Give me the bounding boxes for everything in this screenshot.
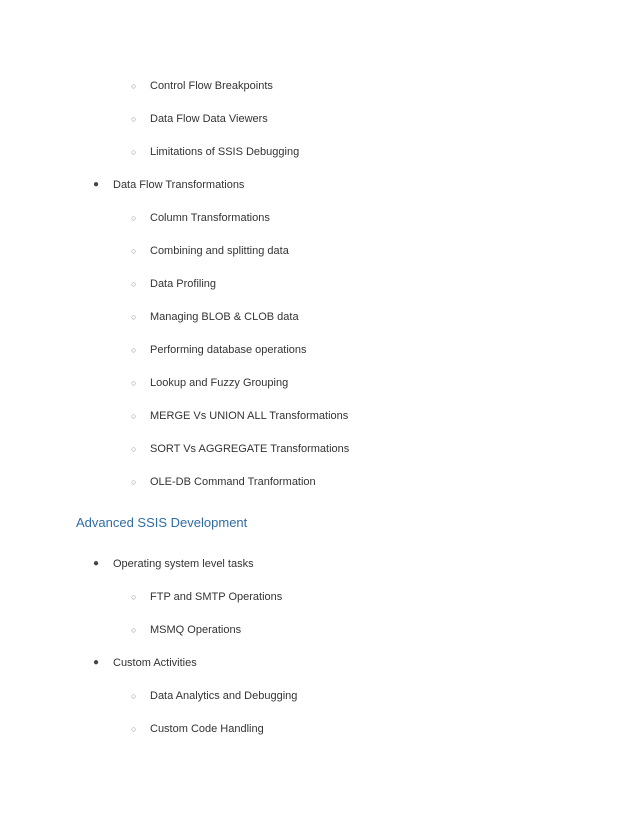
- list-item: Performing database operations: [150, 344, 307, 356]
- list-item: Data Analytics and Debugging: [150, 690, 298, 702]
- hollow-bullet-icon: ○: [131, 724, 137, 734]
- list-item: Limitations of SSIS Debugging: [150, 146, 300, 158]
- list-item: Data Profiling: [150, 278, 217, 290]
- list-item: Lookup and Fuzzy Grouping: [150, 377, 289, 389]
- list-item: FTP and SMTP Operations: [150, 591, 283, 603]
- list-item: Control Flow Breakpoints: [150, 80, 273, 92]
- list-item-parent: Operating system level tasks: [113, 558, 254, 570]
- list-item: Column Transformations: [150, 212, 270, 224]
- filled-bullet-icon: ●: [93, 179, 100, 190]
- list-item: MSMQ Operations: [150, 624, 242, 636]
- hollow-bullet-icon: ○: [131, 378, 137, 388]
- hollow-bullet-icon: ○: [131, 477, 137, 487]
- list-item-parent: Data Flow Transformations: [113, 179, 245, 191]
- hollow-bullet-icon: ○: [131, 691, 137, 701]
- list-item: Combining and splitting data: [150, 245, 289, 257]
- list-item: MERGE Vs UNION ALL Transformations: [150, 410, 349, 422]
- hollow-bullet-icon: ○: [131, 592, 137, 602]
- section-heading: Advanced SSIS Development: [76, 515, 248, 530]
- list-item: OLE-DB Command Tranformation: [150, 476, 316, 488]
- hollow-bullet-icon: ○: [131, 147, 137, 157]
- list-item: SORT Vs AGGREGATE Transformations: [150, 443, 350, 455]
- list-item: Data Flow Data Viewers: [150, 113, 268, 125]
- filled-bullet-icon: ●: [93, 657, 100, 668]
- hollow-bullet-icon: ○: [131, 345, 137, 355]
- hollow-bullet-icon: ○: [131, 312, 137, 322]
- hollow-bullet-icon: ○: [131, 246, 137, 256]
- filled-bullet-icon: ●: [93, 558, 100, 569]
- hollow-bullet-icon: ○: [131, 81, 137, 91]
- hollow-bullet-icon: ○: [131, 279, 137, 289]
- hollow-bullet-icon: ○: [131, 114, 137, 124]
- list-item: Custom Code Handling: [150, 723, 264, 735]
- hollow-bullet-icon: ○: [131, 444, 137, 454]
- list-item-parent: Custom Activities: [113, 657, 197, 669]
- hollow-bullet-icon: ○: [131, 625, 137, 635]
- list-item: Managing BLOB & CLOB data: [150, 311, 299, 323]
- hollow-bullet-icon: ○: [131, 213, 137, 223]
- hollow-bullet-icon: ○: [131, 411, 137, 421]
